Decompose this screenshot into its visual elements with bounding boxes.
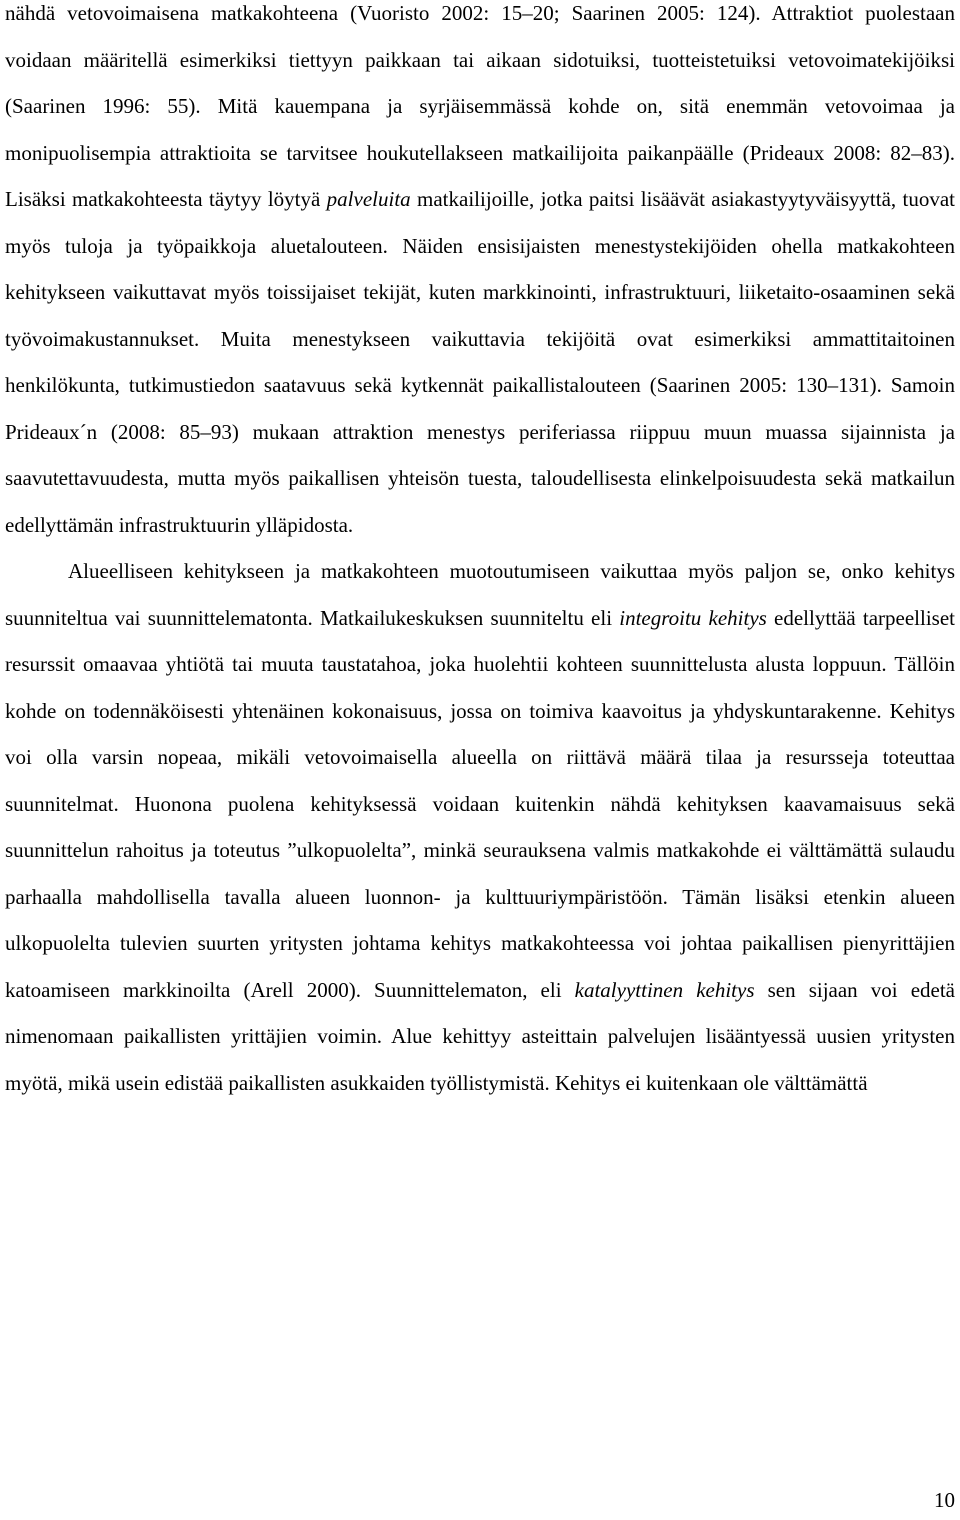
- document-page: [5, 0, 955, 1520]
- paragraph-1-italic-term: palveluita: [326, 187, 411, 211]
- paragraph-2-text-3: sen sijaan voi edetä nimenomaan paikallisten yrittäjien voimin. Alue kehittyy asteittain palvelujen lisääntyessä uusien yritysten myötä, mikä usein edistää paikallisten asukkaiden työllistymistä. Kehitys ei kuitenkaan ole välttämättä: [5, 977, 955, 1095]
- paragraph-2-text-2: edellyttää tarpeelliset resurssit omaavaa yhtiötä tai muuta taustatahoa, joka huolehtii kohteen suunnittelusta alusta loppuun. Tällöin kohde on todennäköisesti yhtenäinen kokonaisuus, jossa on toimiva kaavoitus ja yhdyskuntarakenne. Kehitys voi olla varsin nopeaa, mikäli vetovoimaisella alueella on riittävä määrä tilaa ja resursseja toteuttaa suunnitelmat. Huonona puolena kehityksessä voidaan kuitenkin nähdä kehityksen kaavamaisuus sekä suunnittelun rahoitus ja toteutus ”ulkopuolelta”, minkä seurauksena valmis matkakohde ei välttämättä sulaudu parhaalla mahdollisella tavalla alueen luonnon- ja kulttuuriympäristöön. Tämän lisäksi etenkin alueen ulkopuolelta tulevien suurten yritysten johtama kehitys matkakohteessa voi johtaa paikallisen pienyrittäjien katoamiseen markkinoilta (Arell 2000). Suunnittelematon, eli: [5, 605, 955, 1002]
- page-number: 10: [934, 1488, 955, 1512]
- paragraph-2: [5, 548, 955, 1106]
- paragraph-1-text-1: nähdä vetovoimaisena matkakohteena (Vuoristo 2002: 15–20; Saarinen 2005: 124). Attraktiot puolestaan voidaan määritellä esimerkiksi tiettyyn paikkaan tai aikaan sidotuiksi, tuotteistetuiksi vetovoimatekijöiksi (Saarinen 1996: 55). Mitä kauempana ja syrjäisemmässä kohde on, sitä enemmän vetovoimaa ja monipuolisempia attraktioita se tarvitsee houkutellakseen matkailijoita paikanpäälle (Prideaux 2008: 82–83). Lisäksi matkakohteesta täytyy löytyä: [5, 1, 955, 211]
- paragraph-2-text-1: Alueelliseen kehitykseen ja matkakohteen muotoutumiseen vaikuttaa myös paljon se, onko kehitys suunniteltua vai suunnittelematonta. Matkailukeskuksen suunniteltu eli: [5, 559, 955, 630]
- paragraph-1-text-2: matkailijoille, jotka paitsi lisäävät asiakastyytyväisyyttä, tuovat myös tuloja ja työpaikkoja aluetalouteen. Näiden ensisijaisten menestystekijöiden ohella matkakohteen kehitykseen vaikuttavat myös toissijaiset tekijät, kuten markkinointi, infrastruktuuri, liiketaito-osaaminen sekä työvoimakustannukset. Muita menestykseen vaikuttavia tekijöitä ovat esimerkiksi ammattitaitoinen henkilökunta, tutkimustiedon saatavuus sekä kytkennät paikallistalouteen (Saarinen 2005: 130–131). Samoin Prideaux´n (2008: 85–93) mukaan attraktion menestys periferiassa riippuu muun muassa sijainnista ja saavutettavuudesta, mutta myös paikallisen yhteisön tuesta, taloudellisesta elinkelpoisuudesta sekä matkailun edellyttämän infrastruktuurin ylläpidosta.: [5, 187, 955, 537]
- paragraph-1: [5, 0, 955, 548]
- paragraph-2-italic-term-2: katalyyttinen kehitys: [574, 977, 755, 1002]
- paragraph-2-italic-term-1: integroitu kehitys: [619, 605, 767, 630]
